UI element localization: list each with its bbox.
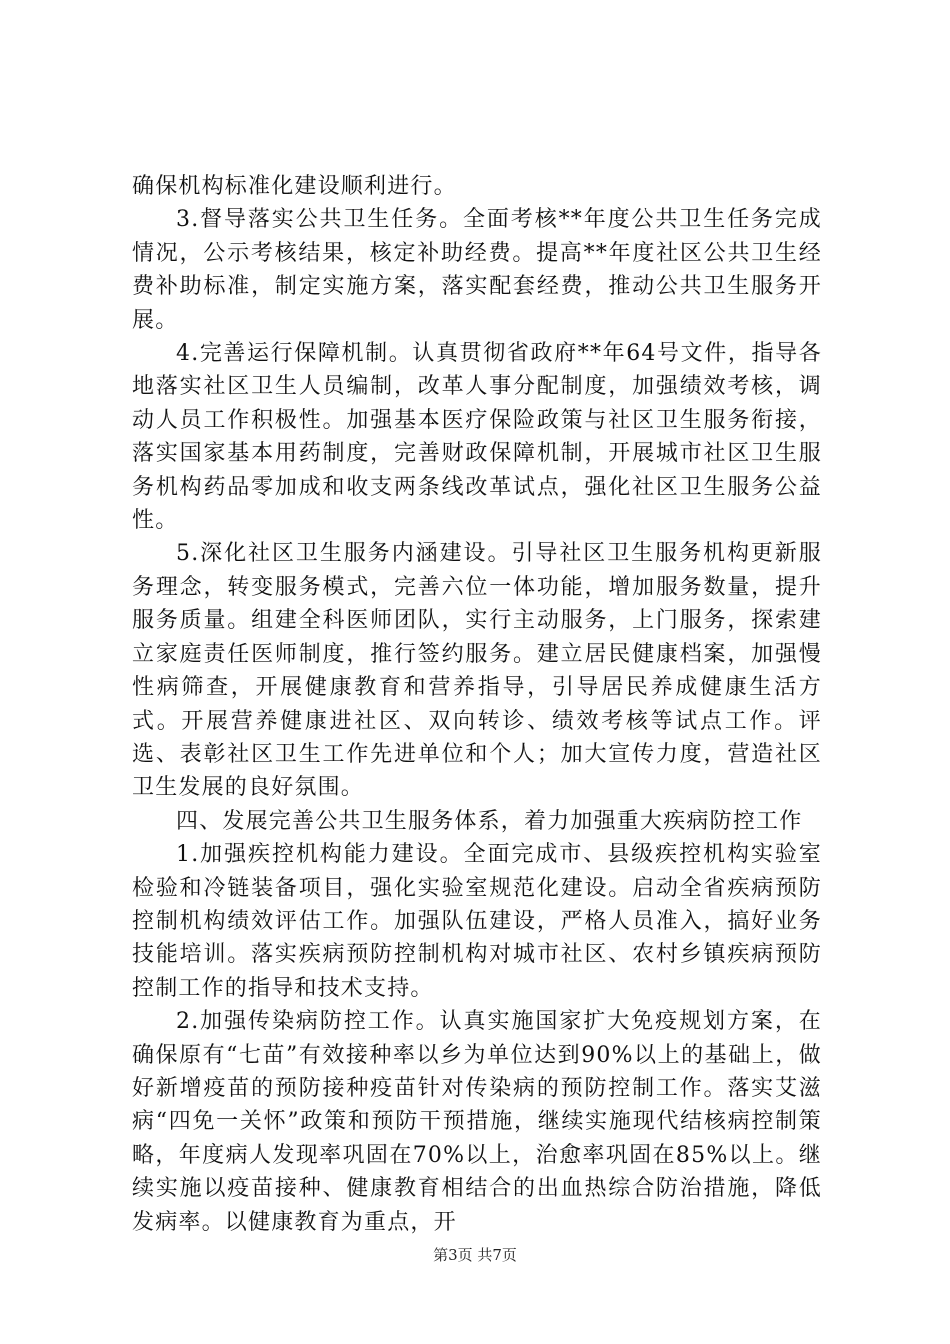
document-body (132, 170, 822, 1239)
paragraph-item-5: 5.深化社区卫生服务内涵建设。引导社区卫生服务机构更新服务理念，转变服务模式，完善六位一体功能，增加服务数量，提升服务质量。组建全科医师团队，实行主动服务，上门服务，探索建立家庭责任医师制度，推行签约服务。建立居民健康档案，加强慢性病筛查，开展健康教育和营养指导，引导居民养成健康生活方式。开展营养健康进社区、双向转诊、绩效考核等试点工作。评选、表彰社区卫生工作先进单位和个人；加大宣传力度，营造社区卫生发展的良好氛围。 (132, 541, 822, 801)
paragraph-item-1: 1.加强疾控机构能力建设。全面完成市、县级疾控机构实验室检验和冷链装备项目，强化实验室规范化建设。启动全省疾病预防控制机构绩效评估工作。加强队伍建设，严格人员准入，搞好业务技能培训。落实疾病预防控制机构对城市社区、农村乡镇疾病预防控制工作的指导和技术支持。 (132, 842, 822, 1001)
page-footer (0, 1244, 950, 1265)
paragraph-item-4: 4.完善运行保障机制。认真贯彻省政府**年64号文件，指导各地落实社区卫生人员编制，改革人事分配制度，加强绩效考核，调动人员工作积极性。加强基本医疗保险政策与社区卫生服务衔接，落实国家基本用药制度，完善财政保障机制，开展城市社区卫生服务机构药品零加成和收支两条线改革试点，强化社区卫生服务公益性。 (132, 341, 822, 534)
page-number-label: 第3页 共7页 (433, 1246, 517, 1264)
paragraph-item-3: 3.督导落实公共卫生任务。全面考核**年度公共卫生任务完成情况，公示考核结果，核定补助经费。提高**年度社区公共卫生经费补助标准，制定实施方案，落实配套经费，推动公共卫生服务开展。 (132, 207, 822, 333)
paragraph-item-2: 2.加强传染病防控工作。认真实施国家扩大免疫规划方案，在确保原有“七苗”有效接种率以乡为单位达到90%以上的基础上，做好新增疫苗的预防接种疫苗针对传染病的预防控制工作。落实艾滋病“四免一关怀”政策和预防干预措施，继续实施现代结核病控制策略，年度病人发现率巩固在70%以上，治愈率巩固在85%以上。继续实施以疫苗接种、健康教育相结合的出血热综合防治措施，降低发病率。以健康教育为重点，开 (132, 1009, 822, 1235)
section-heading-4: 四、发展完善公共卫生服务体系，着力加强重大疾病防控工作 (176, 808, 803, 834)
paragraph-continuation: 确保机构标准化建设顺利进行。 (132, 174, 457, 199)
